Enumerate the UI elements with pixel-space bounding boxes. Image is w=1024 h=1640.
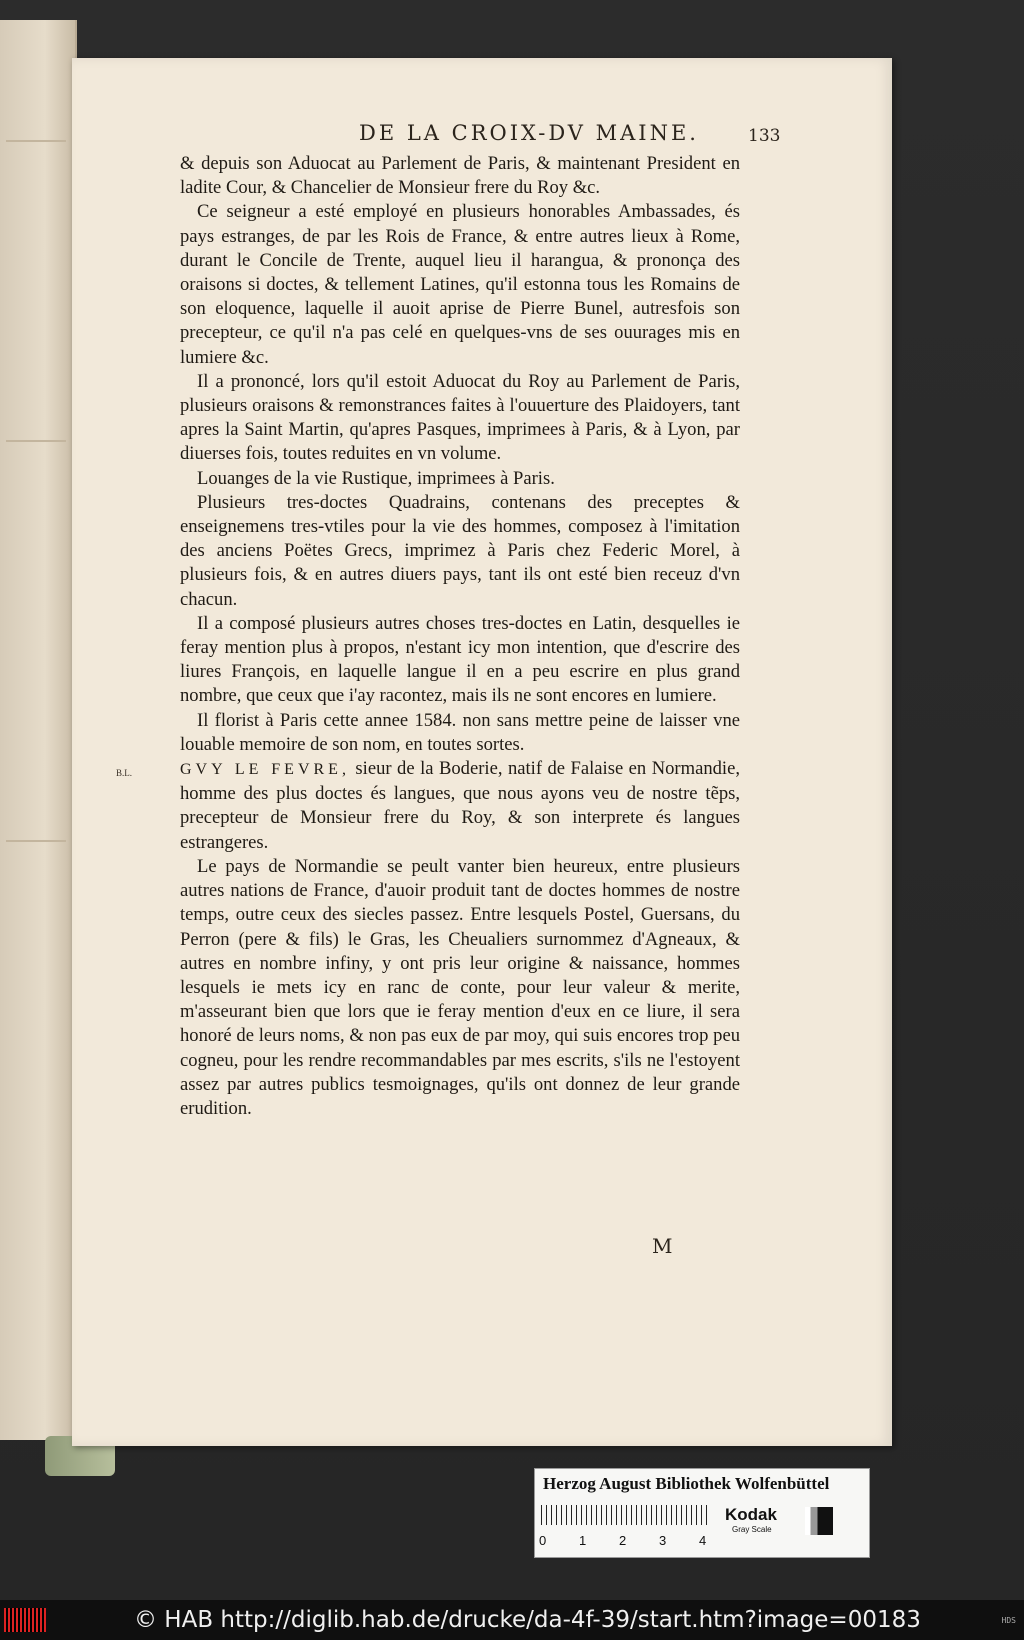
signature-mark: M <box>652 1234 673 1258</box>
color-target-card <box>534 1468 870 1558</box>
scale-number: 1 <box>579 1533 587 1548</box>
scale-number: 4 <box>699 1533 707 1548</box>
scale-ruler <box>541 1505 711 1525</box>
scale-number: 2 <box>619 1533 627 1548</box>
gray-scale-label: Gray Scale <box>732 1525 772 1534</box>
scale-number: 3 <box>659 1533 667 1548</box>
paragraph: Ce seigneur a esté employé en plusieurs honorables Ambassades, és pays estranges, de par les Rois de France, & entre autres lieux à Rome, durant le Concile de Trente, auquel lieu il harangua, & prononça des oraisons si doctes, & tellement Latines, qu'il estonna tous les Romains de son eloquence, laquelle il auoit aprise de Pierre Bunel, autresfois son precepteur, ce qu'il n'a pas celé en quelques-vns de ses ouurages mis en lumiere &c. <box>180 201 740 368</box>
gray-scale-strip <box>805 1507 833 1535</box>
page-edge-mark <box>6 440 66 442</box>
author-name: GVY LE FEVRE, <box>180 761 350 779</box>
paragraph: Il a prononcé, lors qu'il estoit Aduocat du Roy au Parlement de Paris, plusieurs oraisons & remonstrances faites à l'ouuerture des Plaidoyers, tant apres la Saint Martin, qu'apres Pasques, imprimees à Paris, & à Lyon, par diuerses fois, toutes reduites en vn volume. <box>180 370 740 465</box>
page-edge-mark <box>6 140 66 142</box>
marginal-note: B.L. <box>116 768 133 779</box>
paragraph: Louanges de la vie Rustique, imprimees à Paris. <box>197 467 555 489</box>
page-edge-mark <box>6 840 66 842</box>
text-block <box>116 152 740 1121</box>
author-entry <box>116 757 740 855</box>
running-head: DE LA CROIX-DV MAINE. <box>359 121 699 145</box>
scale-number: 0 <box>539 1533 547 1548</box>
paragraph: Il a composé plusieurs autres choses tres-doctes en Latin, desquelles ie feray mention plus à propos, n'estant icy mon intention, que d'escrire des liures François, en laquelle langue il en a peu escrire en plus grand nombre, que ceux que i'ay racontez, mais ils ne sont encores en lumiere. <box>180 612 740 707</box>
book-page <box>72 58 892 1446</box>
footer-tag: HDS <box>1001 1616 1016 1625</box>
folio-number: 133 <box>748 126 781 146</box>
paragraph: Plusieurs tres-doctes Quadrains, contenans des preceptes & enseignemens tres-vtiles pour la vie des hommes, composez à l'imitation des anciens Poëtes Grecs, imprimez à Paris chez Federic Morel, à plusieurs fois, & en autres diuers pays, tant ils ont esté bien receuz d'vn chacun. <box>180 491 740 610</box>
paragraph: & depuis son Aduocat au Parlement de Paris, & maintenant President en ladite Cour, & Chancelier de Monsieur frere du Roy &c. <box>180 153 740 199</box>
entry-text: sieur de la Boderie, natif de Falaise en Normandie, homme des plus doctes és langues, que nous ayons veu de nostre tẽps, precepteur de Monsieur frere du Roy, & son interprete és langues estrangeres. <box>180 758 740 853</box>
paragraph: Il florist à Paris cette annee 1584. non sans mettre peine de laisser vne louable memoire de son nom, en toutes sortes. <box>180 709 740 755</box>
barcode-icon <box>4 1608 46 1632</box>
facing-page-edge <box>0 20 77 1440</box>
library-name: Herzog August Bibliothek Wolfenbüttel <box>543 1474 830 1493</box>
paragraph: Le pays de Normandie se peult vanter bien heureux, entre plusieurs autres nations de France, d'auoir produit tant de doctes hommes de nostre temps, outre ceux des siecles passez. Entre lesquels Postel, Guersans, du Perron (pere & fils) le Gras, les Cheualiers surnommez d'Agneaux, & autres en nombre infiny, y ont pris leur origine & naissance, hommes lesquels ie mets icy en ranc de conte, pour leur valeur & merite, m'asseurant bien que lors que ie feray mention d'eux en ce liure, il sera honoré de leurs noms, & non pas eux de par moy, qui suis encores trop peu cogneu, pour les rendre recommandables par mes escrits, s'ils ne l'estoyent assez par autres publics tesmoignages, qu'ils ont donnez de leur grande erudition. <box>180 855 740 1119</box>
footer-bar <box>0 1600 1024 1640</box>
copyright-link[interactable]: © HAB http://diglib.hab.de/drucke/da-4f-39/start.htm?image=00183 <box>134 1607 921 1633</box>
kodak-logo: Kodak <box>725 1505 777 1524</box>
